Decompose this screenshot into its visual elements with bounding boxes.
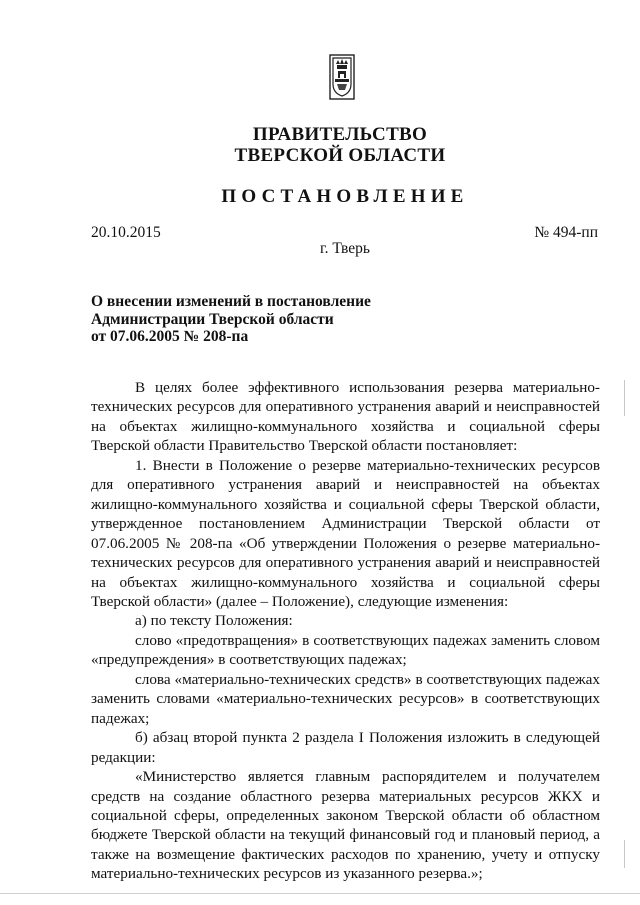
decree-city: г. Тверь (320, 240, 370, 257)
region-title: ТВЕРСКОЙ ОБЛАСТИ (234, 145, 446, 166)
decree-body (91, 378, 600, 884)
body-paragraph: а) по тексту Положения: (135, 612, 293, 630)
body-paragraph: «Министерство является главным распорядителем и получателем средств на создание областного резерва материальных ресурсов ЖКХ и социальной сферы, определенных законом Тверской области об областном бюджете Тверской области на текущий финансовый год и плановый период, а также на возмещение фактических расходов по хранению, учету и отпуску материально-технических ресурсов из указанного резерва.»; (91, 768, 600, 883)
subject-line: от 07.06.2005 № 208-па (91, 328, 249, 345)
body-paragraph: б) абзац второй пункта 2 раздела I Положения изложить в следующей редакции: (91, 729, 600, 766)
scan-edge-mark (624, 380, 625, 416)
body-paragraph: 1. Внести в Положение о резерве материально-технических ресурсов для оперативного устранения аварий и неисправностей на объектах жилищно-коммунального хозяйства и социальной сферы Тверской области, утвержденное постановлением Администрации Тверской области от 07.06.2005 № 208-па «Об утверждении Положения о резерве материально-технических ресурсов для оперативного устранения аварий и неисправностей на объектах жилищно-коммунального хозяйства и социальной сферы Тверской области» (далее – Положение), следующие изменения: (91, 456, 600, 610)
subject-line: О внесении изменений в постановление (91, 293, 371, 310)
decree-date: 20.10.2015 (91, 224, 161, 241)
subject-line: Администрации Тверской области (91, 310, 334, 328)
decree-number: № 494-пп (534, 224, 598, 241)
body-paragraph: слово «предотвращения» в соответствующих падежах заменить словом «предупреждения» в соответствующих падежах; (91, 631, 600, 669)
body-paragraph: слова «материально-технических средств» в соответствующих падежах заменить словами «материально-технических ресурсов» в соответствующих падежах; (91, 670, 600, 727)
government-title: ПРАВИТЕЛЬСТВО (252, 124, 428, 145)
document-type-title: ПОСТАНОВЛЕНИЕ (221, 186, 469, 207)
decree-subject (91, 293, 371, 346)
body-paragraph: В целях более эффективного использования резерва материально-технических ресурсов для оперативного устранения аварий и неисправностей на объектах жилищно-коммунального хозяйства и социальной сферы Тверской области Правительство Тверской области постановляет: (91, 379, 600, 455)
scan-bottom-edge (0, 893, 640, 894)
coat-of-arms-icon (329, 54, 355, 100)
scan-edge-mark (624, 840, 625, 868)
